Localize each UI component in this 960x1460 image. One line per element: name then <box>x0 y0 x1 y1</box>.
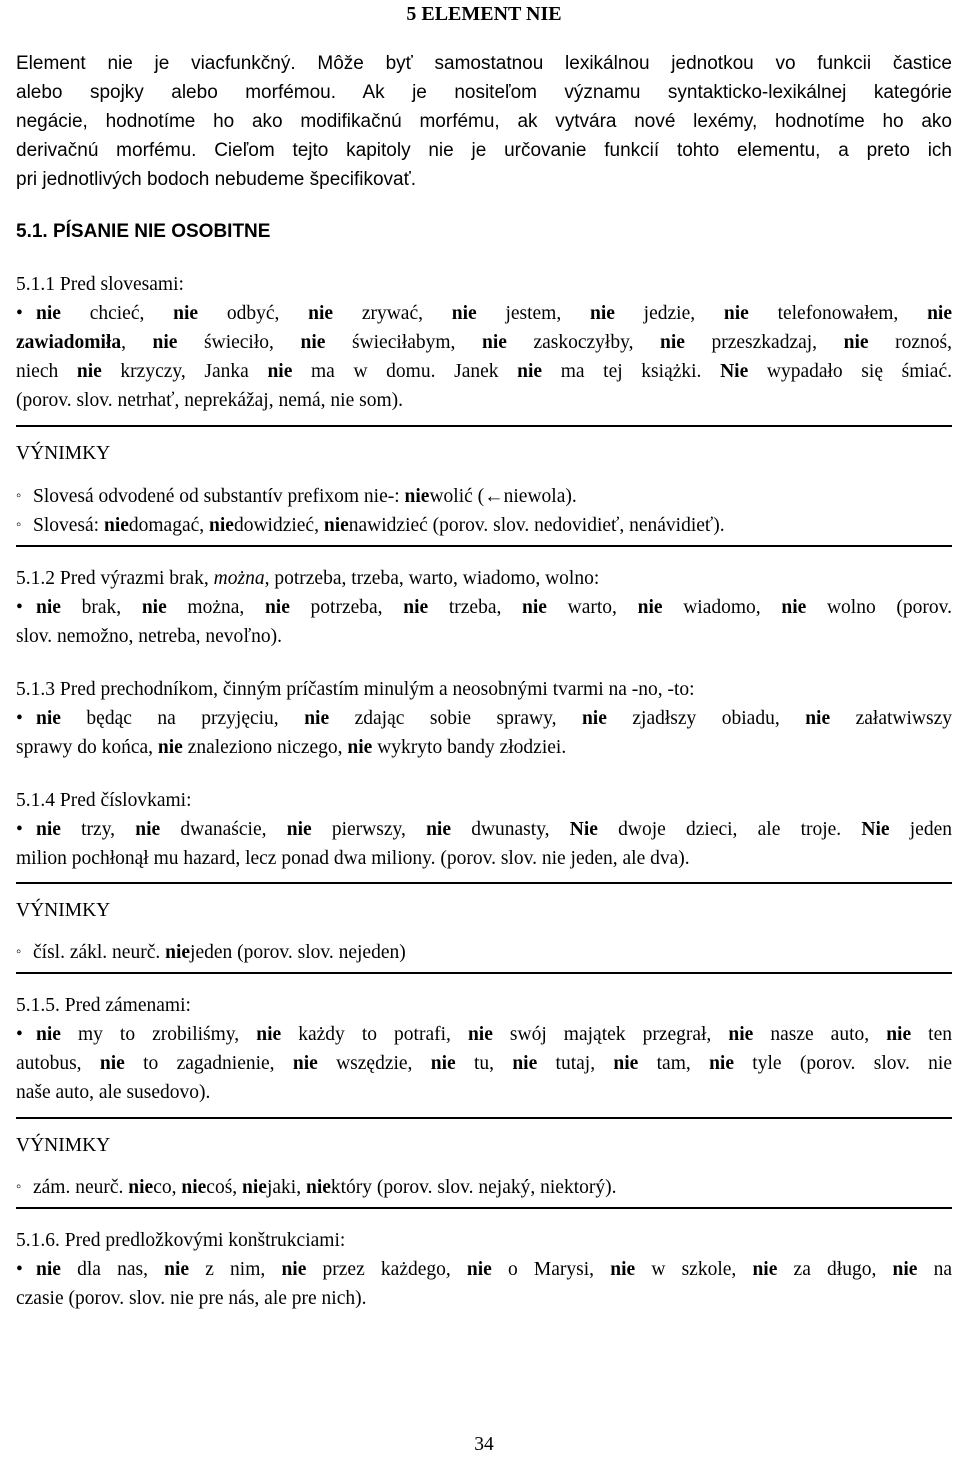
intro-line-4: derivačnú morfému. Cieľom tejto kapitoly nie je určovanie funkcií tohto elementu, a preto ich <box>16 140 952 161</box>
s515-line-2: autobus, nie to zagadnienie, nie wszędzie, nie tu, nie tutaj, nie tam, nie tyle (porov. slov. nie <box>16 1053 952 1074</box>
s514-line-2: milion pochłonął mu hazard, lecz ponad dwa miliony. (porov. slov. nie jeden, ale dva). <box>16 848 690 869</box>
s514-heading: 5.1.4 Pred číslovkami: <box>16 790 192 811</box>
intro-line-5: pri jednotlivých bodoch nebudeme špecifikovať. <box>16 169 417 190</box>
s516-line-2: czasie (porov. slov. nie pre nás, ale pre nich). <box>16 1288 367 1309</box>
exception-3-line-1: ◦ zám. neurč. nieco, niecoś, niejaki, niektóry (porov. slov. nejaký, niektorý). <box>16 1173 952 1204</box>
s513-heading: 5.1.3 Pred prechodníkom, činným príčastím minulým a neosobnými tvarmi na -no, -to: <box>16 679 695 700</box>
s511-heading: 5.1.1 Pred slovesami: <box>16 274 184 295</box>
bullet-icon: • <box>16 303 23 324</box>
page-number: 34 <box>474 1434 494 1455</box>
s512-line-1: • nie brak, nie można, nie potrzeba, nie trzeba, nie warto, nie wiadomo, nie wolno (porov. <box>16 593 952 622</box>
s514-line-1: • nie trzy, nie dwanaście, nie pierwszy, nie dwunasty, Nie dwoje dzieci, ale troje. Nie jeden <box>16 815 952 844</box>
s511-line-3: niech nie krzyczy, Janka nie ma w domu. Janek nie ma tej książki. Nie wypadało się śmiać. <box>16 361 952 382</box>
s516-line-1: • nie dla nas, nie z nim, nie przez każdego, nie o Marysi, nie w szkole, nie za długo, nie na <box>16 1255 952 1284</box>
bullet-icon: • <box>16 1259 23 1280</box>
intro-line-2: alebo spojky alebo morfémou. Ak je nositeľom významu syntakticko-lexikálnej kategórie <box>16 82 952 103</box>
s511-line-1: • nie chcieć, nie odbyć, nie zrywać, nie jestem, nie jedzie, nie telefonowałem, nie <box>16 299 952 328</box>
exceptions-label-1: VÝNIMKY <box>16 443 111 464</box>
divider-bottom-2 <box>16 972 952 974</box>
intro-line-1: Element nie je viacfunkčný. Môže byť samostatnou lexikálnou jednotkou vo funkcii častice <box>16 53 952 74</box>
s513-line-1: • nie będąc na przyjęciu, nie zdając sobie sprawy, nie zjadłszy obiadu, nie załatwiwszy <box>16 704 952 733</box>
divider-top-1 <box>16 425 952 427</box>
bullet-icon: • <box>16 1024 23 1045</box>
divider-top-3 <box>16 1117 952 1119</box>
s515-line-3: naše auto, ale susedovo). <box>16 1082 211 1103</box>
circle-bullet-icon: ◦ <box>16 944 22 960</box>
divider-bottom-3 <box>16 1207 952 1209</box>
s512-line-2: slov. nemožno, netreba, nevoľno). <box>16 626 283 647</box>
divider-top-2 <box>16 882 952 884</box>
exception-2-line-1: ◦ čísl. zákl. neurč. niejeden (porov. slov. nejeden) <box>16 938 952 969</box>
s515-heading: 5.1.5. Pred zámenami: <box>16 995 191 1016</box>
s516-heading: 5.1.6. Pred predložkovými konštrukciami: <box>16 1230 346 1251</box>
circle-bullet-icon: ◦ <box>16 517 22 533</box>
s511-line-4: (porov. slov. netrhať, neprekážaj, nemá, nie som). <box>16 390 404 411</box>
s511-line-2: zawiadomiła, nie świeciło, nie świeciłabym, nie zaskoczyłby, nie przeszkadzaj, nie roznoś, <box>16 332 952 353</box>
bullet-icon: • <box>16 597 23 618</box>
page-title: 5 ELEMENT NIE <box>406 3 562 25</box>
s512-heading: 5.1.2 Pred výrazmi brak, można, potrzeba, trzeba, warto, wiadomo, wolno: <box>16 568 600 589</box>
bullet-icon: • <box>16 819 23 840</box>
section-heading: 5.1. PÍSANIE NIE OSOBITNE <box>16 221 271 242</box>
exception-1-line-1: ◦ Slovesá odvodené od substantív prefixom nie-: niewolić (←niewola). <box>16 482 952 513</box>
s513-line-2: sprawy do końca, nie znaleziono niczego, nie wykryto bandy złodziei. <box>16 737 567 758</box>
intro-line-3: negácie, hodnotíme ho ako modifikačnú morfému, ak vytvára nové lexémy, hodnotíme ho ako <box>16 111 952 132</box>
exception-1-line-2: ◦ Slovesá: niedomagać, niedowidzieć, nienawidzieć (porov. slov. nedovidieť, nenávidieť). <box>16 511 952 542</box>
circle-bullet-icon: ◦ <box>16 1179 22 1195</box>
exceptions-label-2: VÝNIMKY <box>16 900 111 921</box>
exceptions-label-3: VÝNIMKY <box>16 1135 111 1156</box>
divider-bottom-1 <box>16 545 952 547</box>
circle-bullet-icon: ◦ <box>16 488 22 504</box>
bullet-icon: • <box>16 708 23 729</box>
s515-line-1: • nie my to zrobiliśmy, nie każdy to potrafi, nie swój majątek przegrał, nie nasze auto, nie ten <box>16 1020 952 1049</box>
